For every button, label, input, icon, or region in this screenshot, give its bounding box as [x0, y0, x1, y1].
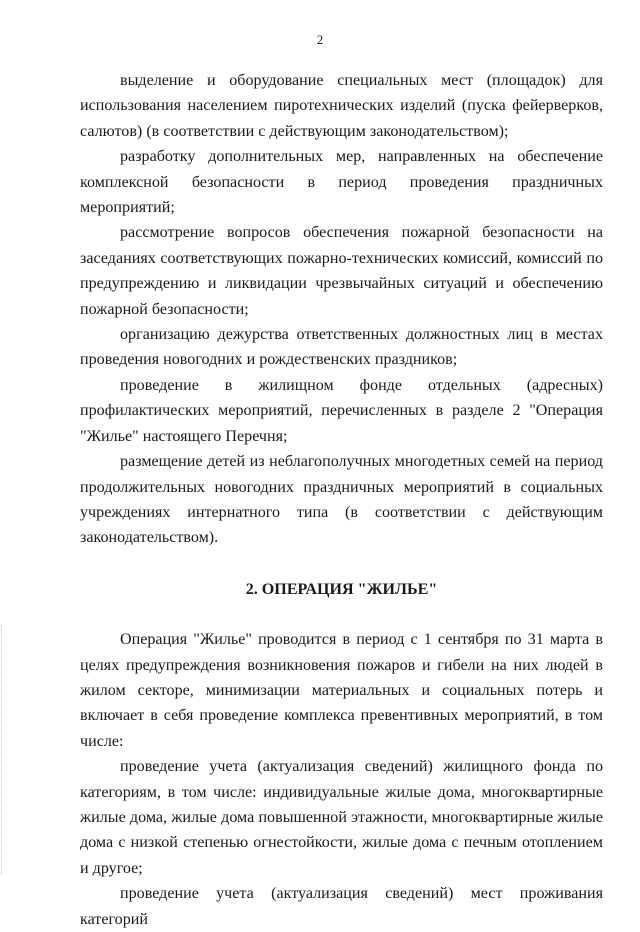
paragraph-housing-accounting: проведение учета (актуализация сведений) жилищного фонда по категориям, в том числе: индивидуальные жилые дома, многоквартирные жилые дома, жилые дома повышенной этажности, многоквартирные жилые дома с низкой степенью огнестойкости, жилые дома с печным отоплением и другое; [80, 758, 603, 877]
paragraph-fire-safety-meetings: рассмотрение вопросов обеспечения пожарной безопасности на заседаниях соответствующих пожарно-технических комиссий, комиссий по предупреждению и ликвидации чрезвычайных ситуаций и обеспечению пожарной безопасности; [80, 224, 603, 318]
document-body [80, 68, 603, 932]
paragraph-additional-measures: разработку дополнительных мер, направленных на обеспечение комплексной безопасности в период проведения праздничных мероприятий; [80, 148, 603, 217]
paragraph-pyrotechnics-sites: выделение и оборудование специальных мест (площадок) для использования населением пиротехнических изделий (пуска фейерверков, салютов) (в соответствии с действующим законодательством); [80, 72, 603, 140]
page-number: 2 [316, 32, 324, 47]
section-heading: 2. ОПЕРАЦИЯ "ЖИЛЬЕ" [245, 580, 438, 598]
paragraph-children-placement: размещение детей из неблагополучных многодетных семей на период продолжительных новогодних праздничных мероприятий в социальных учреждениях интернатного типа (в соответствии с действующим законодательством). [80, 453, 603, 547]
paragraph-officials-duty: организацию дежурства ответственных должностных лиц в местах проведения новогодних и рождественских праздников; [80, 326, 603, 369]
paragraph-residence-accounting: проведение учета (актуализация сведений) мест проживания категорий [80, 885, 603, 928]
paragraph-housing-preventive-measures: проведение в жилищном фонде отдельных (адресных) профилактических мероприятий, перечисленных в разделе 2 "Операция "Жилье" настоящего Перечня; [80, 376, 603, 445]
paragraph-operation-period: Операция "Жилье" проводится в период с 1 сентября по 31 марта в целях предупреждения возникновения пожаров и гибели на них людей в жилом секторе, минимизации материальных и социальных потерь и включает в себя проведение комплекса превентивных мероприятий, в том числе: [80, 631, 603, 750]
scan-edge-mark [1, 625, 3, 875]
